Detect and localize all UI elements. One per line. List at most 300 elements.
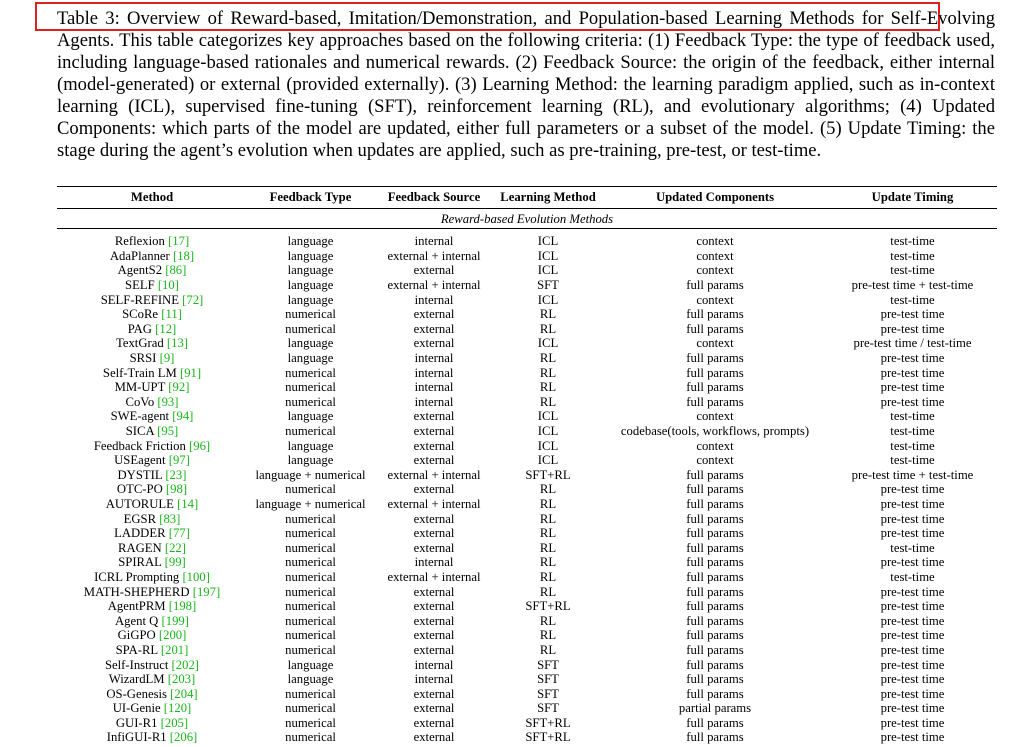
learning-method-cell: RL (539, 351, 557, 366)
method-name: LADDER (114, 526, 166, 541)
table-row (57, 497, 997, 512)
learning-method-cell: ICL (537, 424, 559, 439)
feedback-source-cell: external (413, 424, 455, 439)
feedback-type-cell: language (287, 438, 334, 453)
method-cell (57, 686, 247, 701)
citation-link[interactable]: [198] (168, 599, 197, 614)
citation-link[interactable]: [23] (165, 467, 187, 482)
learning-method-cell: RL (539, 584, 557, 599)
feedback-type-cell: numerical (285, 482, 336, 497)
feedback-source-cell: external (413, 482, 455, 497)
citation-link[interactable]: [99] (164, 555, 186, 570)
citation-link[interactable]: [98] (165, 482, 188, 497)
feedback-source-cell: external (413, 307, 455, 322)
col-header-feedback-source: Feedback Source (374, 187, 494, 209)
citation-link[interactable]: [12] (155, 321, 177, 336)
updated-components-cell: full params (686, 307, 744, 322)
update-timing-cell: pre-test time (880, 496, 945, 511)
method-cell (57, 511, 247, 526)
table-row (57, 424, 997, 439)
update-timing-cell: pre-test time (880, 672, 945, 687)
method-cell (57, 453, 247, 468)
citation-link[interactable]: [199] (161, 613, 189, 628)
update-timing-cell: pre-test time (880, 715, 945, 730)
method-cell (57, 540, 247, 555)
method-name: Reflexion (114, 234, 165, 249)
feedback-type-cell: numerical (285, 628, 336, 643)
citation-link[interactable]: [86] (165, 263, 187, 278)
method-cell (57, 672, 247, 687)
section-row (57, 209, 997, 229)
method-name: WizardLM (108, 672, 165, 687)
method-name: Self-Train LM (102, 365, 177, 380)
updated-components-cell: context (696, 409, 734, 424)
citation-link[interactable]: [93] (157, 394, 179, 409)
feedback-source-cell: internal (414, 672, 454, 687)
update-timing-cell: test-time (890, 438, 935, 453)
feedback-source-cell: external (413, 715, 455, 730)
feedback-source-cell: internal (414, 657, 454, 672)
method-name: EGSR (123, 511, 157, 526)
feedback-type-cell: numerical (285, 613, 336, 628)
update-timing-cell: test-time (890, 292, 935, 307)
method-name: RAGEN (117, 540, 162, 555)
update-timing-cell: test-time (890, 234, 935, 249)
updated-components-cell: full params (686, 613, 744, 628)
citation-link[interactable]: [10] (157, 278, 179, 293)
feedback-source-cell: external + internal (387, 467, 481, 482)
method-name: MATH-SHEPHERD (83, 584, 190, 599)
learning-method-cell: SFT+RL (525, 599, 571, 614)
method-cell (57, 628, 247, 643)
feedback-source-cell: external + internal (387, 278, 481, 293)
table-row (57, 686, 997, 701)
update-timing-cell: pre-test time (880, 555, 945, 570)
feedback-source-cell: external (413, 526, 455, 541)
table-row (57, 511, 997, 526)
table-row (57, 716, 997, 731)
method-name: SELF-REFINE (100, 292, 179, 307)
updated-components-cell: full params (686, 686, 744, 701)
updated-components-cell: full params (686, 555, 744, 570)
updated-components-cell: full params (686, 642, 744, 657)
updated-components-cell: full params (686, 584, 744, 599)
method-cell (57, 555, 247, 570)
feedback-type-cell: language (287, 453, 334, 468)
feedback-source-cell: external (413, 613, 455, 628)
col-header-update-timing: Update Timing (828, 187, 997, 209)
updated-components-cell: full params (686, 496, 744, 511)
table-row (57, 322, 997, 337)
method-cell (57, 424, 247, 439)
feedback-type-cell: numerical (285, 380, 336, 395)
feedback-source-cell: internal (414, 351, 454, 366)
feedback-source-cell: external (413, 511, 455, 526)
learning-method-cell: SFT (537, 672, 559, 687)
learning-method-cell: RL (539, 394, 557, 409)
method-cell (57, 263, 247, 278)
citation-link[interactable]: [72] (182, 292, 204, 307)
table-row (57, 336, 997, 351)
learning-method-cell: SFT (537, 701, 559, 716)
learning-method-cell: RL (539, 496, 557, 511)
update-timing-cell: test-time (890, 263, 935, 278)
method-cell (57, 701, 247, 716)
updated-components-cell: context (696, 292, 734, 307)
citation-link[interactable]: [95] (157, 424, 179, 439)
method-cell (57, 307, 247, 322)
method-cell (57, 526, 247, 541)
citation-link[interactable]: [9] (159, 351, 175, 366)
table-row (57, 730, 997, 745)
citation-link[interactable]: [22] (164, 540, 186, 555)
citation-link[interactable]: [205] (160, 715, 189, 730)
citation-link[interactable]: [203] (167, 672, 196, 687)
method-cell (57, 336, 247, 351)
learning-method-cell: ICL (537, 453, 559, 468)
method-name: SPA-RL (115, 642, 158, 657)
method-cell (57, 292, 247, 307)
method-name: SWE-agent (110, 409, 170, 424)
feedback-type-cell: numerical (285, 584, 336, 599)
update-timing-cell: test-time (890, 540, 935, 555)
feedback-type-cell: numerical (285, 730, 336, 745)
updated-components-cell: context (696, 336, 734, 351)
update-timing-cell: pre-test time (880, 642, 945, 657)
citation-link[interactable]: [120] (163, 701, 192, 716)
citation-link[interactable]: [92] (168, 380, 190, 395)
feedback-type-cell: language (287, 292, 334, 307)
citation-link[interactable]: [100] (182, 569, 210, 584)
method-name: CoVo (125, 394, 155, 409)
method-cell (57, 249, 247, 264)
methods-table (57, 186, 997, 745)
method-cell (57, 468, 247, 483)
method-cell (57, 730, 247, 745)
citation-link[interactable]: [206] (169, 730, 198, 745)
method-cell (57, 482, 247, 497)
learning-method-cell: RL (539, 642, 557, 657)
update-timing-cell: test-time (890, 569, 935, 584)
citation-link[interactable]: [17] (168, 234, 190, 249)
learning-method-cell: RL (539, 482, 557, 497)
update-timing-cell: pre-test time (880, 599, 945, 614)
feedback-source-cell: external + internal (387, 496, 481, 511)
table-row (57, 672, 997, 687)
feedback-type-cell: numerical (285, 599, 336, 614)
col-header-updated-components: Updated Components (602, 187, 828, 209)
table-row (57, 570, 997, 585)
method-cell (57, 584, 247, 599)
learning-method-cell: ICL (537, 336, 559, 351)
feedback-type-cell: language + numerical (255, 467, 366, 482)
updated-components-cell: full params (686, 511, 744, 526)
method-name: Agent Q (115, 613, 159, 628)
citation-link[interactable]: [83] (159, 511, 181, 526)
method-name: AgentS2 (117, 263, 163, 278)
feedback-source-cell: internal (414, 394, 454, 409)
citation-link[interactable]: [197] (192, 584, 221, 599)
feedback-source-cell: internal (414, 365, 454, 380)
table-row (57, 628, 997, 643)
method-name: SICA (125, 424, 154, 439)
table-row (57, 584, 997, 599)
updated-components-cell: full params (686, 730, 744, 745)
feedback-source-cell: external (413, 263, 455, 278)
method-name: AgentPRM (107, 599, 166, 614)
update-timing-cell: pre-test time + test-time (851, 467, 974, 482)
feedback-source-cell: external (413, 453, 455, 468)
method-name: Feedback Friction (93, 438, 186, 453)
feedback-source-cell: external + internal (387, 248, 481, 263)
feedback-source-cell: external (413, 321, 455, 336)
table-row (57, 395, 997, 410)
updated-components-cell: context (696, 248, 734, 263)
table-row (57, 234, 997, 249)
updated-components-cell: full params (686, 321, 744, 336)
method-name: AUTORULE (105, 496, 174, 511)
table-row (57, 453, 997, 468)
update-timing-cell: pre-test time (880, 628, 945, 643)
table-row (57, 409, 997, 424)
update-timing-cell: pre-test time (880, 307, 945, 322)
feedback-type-cell: language (287, 336, 334, 351)
update-timing-cell: pre-test time / test-time (853, 336, 972, 351)
updated-components-cell: full params (686, 599, 744, 614)
citation-link[interactable]: [14] (177, 496, 199, 511)
feedback-source-cell: external (413, 686, 455, 701)
feedback-source-cell: external (413, 701, 455, 716)
table-row (57, 657, 997, 672)
updated-components-cell: full params (686, 715, 744, 730)
method-name: AdaPlanner (109, 248, 170, 263)
feedback-type-cell: language (287, 263, 334, 278)
citation-link[interactable]: [97] (168, 453, 190, 468)
citation-link[interactable]: [11] (161, 307, 182, 322)
citation-link[interactable]: [202] (171, 657, 200, 672)
learning-method-cell: SFT (537, 278, 559, 293)
feedback-type-cell: numerical (285, 365, 336, 380)
table-row (57, 438, 997, 453)
learning-method-cell: ICL (537, 263, 559, 278)
feedback-type-cell: numerical (285, 569, 336, 584)
table-row (57, 292, 997, 307)
col-header-method: Method (57, 187, 247, 209)
method-name: UI-Genie (112, 701, 161, 716)
learning-method-cell: RL (539, 555, 557, 570)
feedback-type-cell: language (287, 672, 334, 687)
method-cell (57, 409, 247, 424)
table-row (57, 599, 997, 614)
feedback-type-cell: numerical (285, 715, 336, 730)
method-name: Self-Instruct (104, 657, 169, 672)
update-timing-cell: pre-test time (880, 511, 945, 526)
col-header-learning-method: Learning Method (494, 187, 602, 209)
learning-method-cell: RL (539, 628, 557, 643)
learning-method-cell: SFT (537, 686, 559, 701)
table-caption: Table 3: Overview of Reward-based, Imitation/Demonstration, and Population-based Learning Methods for Self-Evolving Agents. This table categorizes key approaches based on the following criteria: (1) Feedback Type: the type of feedback used, including language-based rationales and numerical rewards. (2) Feedback Source: the origin of the feedback, either internal (model-generated) or external (provided externally). (3) Learning Method: the learning paradigm applied, such as in-context learning (ICL), supervised fine-tuning (SFT), reinforcement learning (RL), and evolutionary algorithms; (4) Updated Components: which parts of the model are updated, either full parameters or a subset of the model. (5) Update Timing: the stage during the agent’s evolution when updates are applied, such as pre-training, pre-test, or test-time. (57, 8, 995, 161)
method-cell (57, 599, 247, 614)
citation-link[interactable]: [94] (172, 409, 194, 424)
feedback-source-cell: external (413, 584, 455, 599)
method-cell (57, 438, 247, 453)
updated-components-cell: full params (686, 482, 744, 497)
learning-method-cell: ICL (537, 248, 559, 263)
feedback-type-cell: language (287, 248, 334, 263)
update-timing-cell: pre-test time (880, 380, 945, 395)
table-row (57, 351, 997, 366)
update-timing-cell: pre-test time (880, 526, 945, 541)
method-name: OS-Genesis (106, 686, 167, 701)
method-name: SELF (125, 278, 155, 293)
citation-link[interactable]: [18] (172, 248, 195, 263)
feedback-source-cell: internal (414, 292, 454, 307)
table-row (57, 249, 997, 264)
updated-components-cell: context (696, 234, 734, 249)
learning-method-cell: SFT (537, 657, 559, 672)
table-row (57, 526, 997, 541)
method-cell (57, 395, 247, 410)
table-row (57, 643, 997, 658)
feedback-source-cell: external (413, 336, 455, 351)
update-timing-cell: pre-test time (880, 730, 945, 745)
update-timing-cell: pre-test time (880, 394, 945, 409)
feedback-type-cell: language (287, 409, 334, 424)
update-timing-cell: test-time (890, 453, 935, 468)
feedback-source-cell: external (413, 730, 455, 745)
method-name: TextGrad (115, 336, 164, 351)
learning-method-cell: RL (539, 613, 557, 628)
updated-components-cell: full params (686, 351, 744, 366)
table-row (57, 263, 997, 278)
table-header-row (57, 187, 997, 209)
learning-method-cell: RL (539, 307, 557, 322)
table-row (57, 540, 997, 555)
feedback-type-cell: numerical (285, 511, 336, 526)
table-row (57, 365, 997, 380)
citation-link[interactable]: [77] (168, 526, 190, 541)
feedback-type-cell: numerical (285, 686, 336, 701)
method-cell (57, 234, 247, 249)
table-row (57, 468, 997, 483)
feedback-source-cell: external (413, 438, 455, 453)
learning-method-cell: ICL (537, 234, 559, 249)
col-header-feedback-type: Feedback Type (247, 187, 374, 209)
method-cell (57, 365, 247, 380)
feedback-source-cell: internal (414, 234, 454, 249)
citation-link[interactable]: [200] (158, 628, 187, 643)
method-name: PAG (127, 321, 152, 336)
citation-link[interactable]: [201] (160, 642, 189, 657)
method-name: SPIRAL (118, 555, 162, 570)
update-timing-cell: pre-test time (880, 657, 945, 672)
table-row (57, 613, 997, 628)
learning-method-cell: RL (539, 526, 557, 541)
method-name: InfiGUI-R1 (106, 730, 167, 745)
method-cell (57, 643, 247, 658)
updated-components-cell: full params (686, 278, 744, 293)
table-row (57, 701, 997, 716)
learning-method-cell: ICL (537, 292, 559, 307)
citation-link[interactable]: [13] (166, 336, 189, 351)
method-cell (57, 613, 247, 628)
method-name: OTC-PO (116, 482, 163, 497)
updated-components-cell: full params (686, 569, 744, 584)
method-cell (57, 278, 247, 293)
feedback-type-cell: numerical (285, 701, 336, 716)
updated-components-cell: context (696, 263, 734, 278)
update-timing-cell: test-time (890, 424, 935, 439)
updated-components-cell: full params (686, 467, 744, 482)
learning-method-cell: RL (539, 365, 557, 380)
update-timing-cell: pre-test time (880, 686, 945, 701)
update-timing-cell: pre-test time (880, 351, 945, 366)
citation-link[interactable]: [204] (170, 686, 198, 701)
updated-components-cell: codebase(tools, workflows, prompts) (620, 424, 810, 439)
updated-components-cell: partial params (678, 701, 752, 716)
citation-link[interactable]: [91] (179, 365, 202, 380)
update-timing-cell: test-time (890, 409, 935, 424)
feedback-type-cell: numerical (285, 307, 336, 322)
updated-components-cell: full params (686, 394, 744, 409)
updated-components-cell: context (696, 453, 734, 468)
method-cell (57, 570, 247, 585)
update-timing-cell: pre-test time (880, 701, 945, 716)
learning-method-cell: ICL (537, 409, 559, 424)
feedback-type-cell: language + numerical (255, 496, 366, 511)
updated-components-cell: full params (686, 380, 744, 395)
method-name: DYSTIL (117, 467, 163, 482)
learning-method-cell: SFT+RL (525, 467, 571, 482)
learning-method-cell: RL (539, 380, 557, 395)
learning-method-cell: RL (539, 540, 557, 555)
learning-method-cell: RL (539, 569, 557, 584)
table-row (57, 555, 997, 570)
method-cell (57, 497, 247, 512)
feedback-type-cell: language (287, 657, 334, 672)
citation-link[interactable]: [96] (189, 438, 211, 453)
method-name: USEagent (114, 453, 166, 468)
update-timing-cell: pre-test time (880, 584, 945, 599)
method-name: GiGPO (117, 628, 156, 643)
learning-method-cell: RL (539, 321, 557, 336)
update-timing-cell: pre-test time + test-time (851, 278, 974, 293)
feedback-type-cell: language (287, 278, 334, 293)
method-name: MM-UPT (114, 380, 166, 395)
method-name: SRSI (129, 351, 157, 366)
feedback-type-cell: numerical (285, 321, 336, 336)
method-name: ICRL Prompting (94, 569, 180, 584)
feedback-source-cell: external + internal (387, 569, 481, 584)
learning-method-cell: ICL (537, 438, 559, 453)
method-name: SCoRe (122, 307, 159, 322)
method-name: GUI-R1 (115, 715, 158, 730)
method-cell (57, 657, 247, 672)
method-cell (57, 322, 247, 337)
update-timing-cell: test-time (890, 248, 935, 263)
update-timing-cell: pre-test time (880, 613, 945, 628)
method-cell (57, 351, 247, 366)
updated-components-cell: full params (686, 365, 744, 380)
feedback-type-cell: numerical (285, 424, 336, 439)
feedback-source-cell: internal (414, 380, 454, 395)
update-timing-cell: pre-test time (880, 321, 945, 336)
updated-components-cell: full params (686, 672, 744, 687)
method-cell (57, 716, 247, 731)
feedback-source-cell: external (413, 409, 455, 424)
updated-components-cell: full params (686, 628, 744, 643)
update-timing-cell: pre-test time (880, 482, 945, 497)
